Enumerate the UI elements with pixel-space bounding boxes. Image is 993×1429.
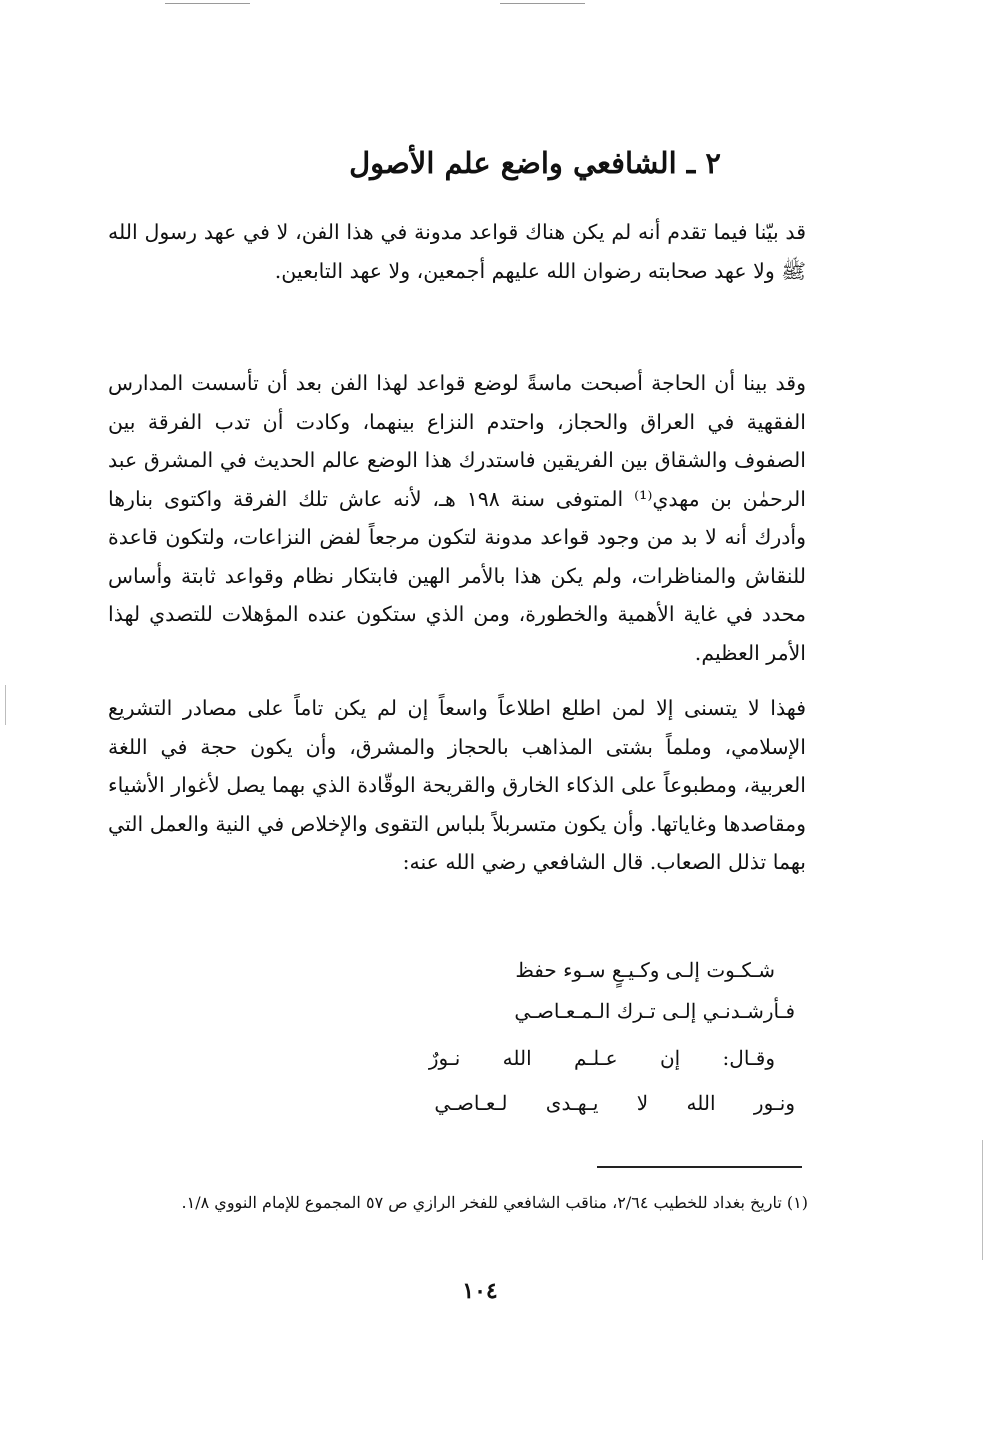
scan-mark (500, 3, 585, 4)
poem-verse: شـكـوت إلـى وكـيـعٍ سـوء حفظ (515, 958, 775, 982)
footnote-divider (597, 1166, 802, 1168)
section-title: ٢ ـ الشافعي واضع علم الأصول (349, 146, 721, 180)
poem-verse: ونـور الله لا يـهـدى لـعـاصـي (434, 1091, 795, 1115)
page-number: ١٠٤ (462, 1278, 498, 1304)
footnote: (١) تاريخ بغداد للخطيب ٢/٦٤، مناقب الشافعي للفخر الرازي ص ٥٧ المجموع للإمام النووي ١/٨. (181, 1193, 808, 1212)
scan-mark (5, 685, 6, 725)
poem-verse: فـأرشـدنـي إلـى تـرك الـمـعـاصـي (514, 999, 795, 1023)
body-paragraph: وقد بينا أن الحاجة أصبحت ماسةً لوضع قواعد لهذا الفن بعد أن تأسست المدارس الفقهية في العراق والحجاز، واحتدم النزاع بينهما، وكادت أن تدب الفرقة بين الصفوف والشقاق بين الفريقين فاستدرك هذا الوضع عالم الحديث في المشرق عبد الرحمٰن بن مهدي⁽¹⁾ المتوفى سنة ١٩٨ هـ، لأنه عاش تلك الفرقة واكتوى بنارها وأدرك أنه لا بد من وجود قواعد مدونة لتكون مرجعاً لفض النزاعات، ولتكون قاعدة للنقاش والمناظرات، ولم يكن هذا بالأمر الهين فابتكار نظام وقواعد ثابتة وأساس محدد في غاية الأهمية والخطورة، ومن الذي ستكون عنده المؤهلات للتصدي لهذا الأمر العظيم. (108, 371, 806, 665)
body-paragraph: قد بيّنا فيما تقدم أنه لم يكن هناك قواعد مدونة في هذا الفن، لا في عهد رسول الله ﷺ ولا عهد صحابته رضوان الله عليهم أجمعين، ولا عهد التابعين. (108, 220, 806, 283)
body-paragraph: فهذا لا يتسنى إلا لمن اطلع اطلاعاً واسعاً إن لم يكن تاماً على مصادر التشريع الإسلامي، وملماً بشتى المذاهب بالحجاز والمشرق، وأن يكون حجة في اللغة العربية، ومطبوعاً على الذكاء الخارق والقريحة الوقّادة الذي بهما يصل لأغوار الأشياء ومقاصدها وغاياتها. وأن يكون متسربلاً بلباس التقوى والإخلاص في النية والعمل التي بهما تذلل الصعاب. قال الشافعي رضي الله عنه: (108, 696, 806, 874)
scan-mark (982, 1140, 983, 1260)
poem-verse: وقـال: إن عـلـم الله نـورٌ (428, 1046, 775, 1070)
scan-mark (165, 3, 250, 4)
